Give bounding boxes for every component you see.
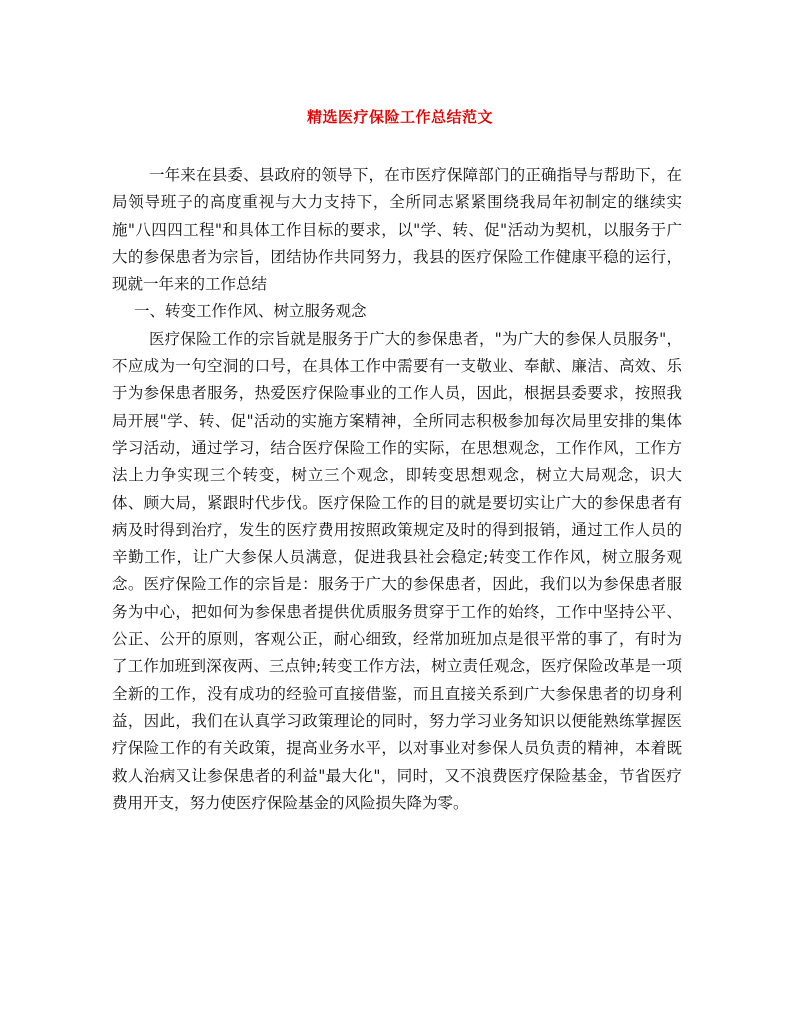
document-body xyxy=(112,162,682,817)
document-title: 精选医疗保险工作总结范文 xyxy=(306,108,493,126)
section-heading: 一、转变工作作风、树立服务观念 xyxy=(134,302,367,321)
paragraph-section-body: 医疗保险工作的宗旨就是服务于广大的参保患者，"为广大的参保人员服务"，不应成为一句空洞的口号，在具体工作中需要有一支敬业、奉献、廉洁、高效、乐于为参保患者服务，热爱医疗保险事业的工作人员，因此，根据县委要求，按照我局开展"学、转、促"活动的实施方案精神，全所同志积极参加每次局里安排的集体学习活动，通过学习，结合医疗保险工作的实际，在思想观念，工作作风，工作方法上力争实现三个转变，树立三个观念，即转变思想观念，树立大局观念，识大体、顾大局，紧跟时代步伐。医疗保险工作的目的就是要切实让广大的参保患者有病及时得到治疗，发生的医疗费用按照政策规定及时的得到报销，通过工作人员的辛勤工作，让广大参保人员满意，促进我县社会稳定;转变工作作风，树立服务观念。医疗保险工作的宗旨是：服务于广大的参保患者，因此，我们以为参保患者服务为中心，把如何为参保患者提供优质服务贯穿于工作的始终，工作中坚持公平、公正、公开的原则，客观公正，耐心细致，经常加班加点是很平常的事了，有时为了工作加班到深夜两、三点钟;转变工作方法，树立责任观念，医疗保险改革是一项全新的工作，没有成功的经验可直接借鉴，而且直接关系到广大参保患者的切身利益，因此，我们在认真学习政策理论的同时，努力学习业务知识以便能熟练掌握医疗保险工作的有关政策，提高业务水平，以对事业对参保人员负责的精神，本着既救人治病又让参保患者的利益"最大化"，同时，又不浪费医疗保险基金，节省医疗费用开支，努力使医疗保险基金的风险损失降为零。 xyxy=(112,329,682,812)
paragraph-intro: 一年来在县委、县政府的领导下，在市医疗保障部门的正确指导与帮助下，在局领导班子的高度重视与大力支持下，全所同志紧紧围绕我局年初制定的继续实施"八四四工程"和具体工作目标的要求，以"学、转、促"活动为契机，以服务于广大的参保患者为宗旨，团结协作共同努力，我县的医疗保险工作健康平稳的运行，现就一年来的工作总结 xyxy=(112,166,682,294)
